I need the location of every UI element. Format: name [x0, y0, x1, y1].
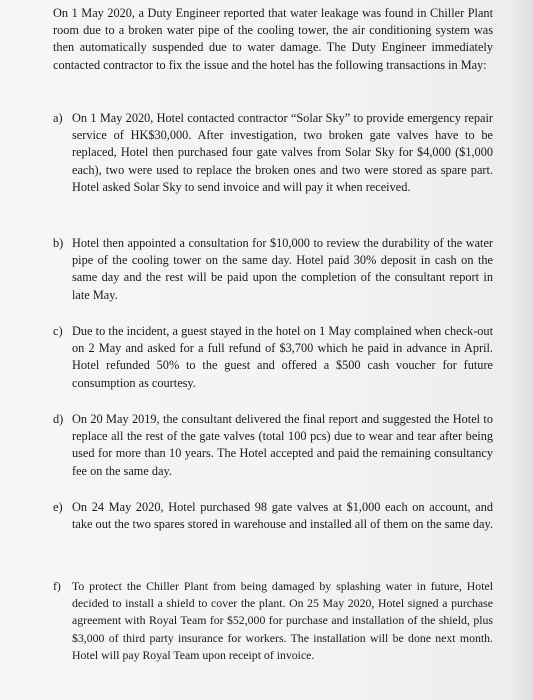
list-item-text: On 24 May 2020, Hotel purchased 98 gate valves at $1,000 each on account, and take out the two spares stored in warehouse and installed all of them on the same day.	[72, 500, 493, 532]
list-item-text: On 20 May 2019, the consultant delivered the final report and suggested the Hotel to replace all the rest of the gate valves (total 100 pcs) due to wear and tear after being used for more than 10 years. The Hotel accepted and paid the remaining consultancy fee on the same day.	[72, 412, 493, 478]
list-item-d	[53, 411, 493, 480]
list-marker: a)	[53, 111, 63, 125]
list-item-text: Hotel then appointed a consultation for $10,000 to review the durability of the water pipe of the cooling tower on the same day. Hotel paid 30% deposit in cash on the same day and the rest will be paid upon the completion of the consultant report in late May.	[72, 236, 493, 302]
list-marker: e)	[53, 500, 63, 514]
list-item-text: On 1 May 2020, Hotel contacted contractor “Solar Sky” to provide emergency repair service of HK$30,000. After investigation, two broken gate valves have to be replaced, Hotel then purchased four gate valves from Solar Sky for $4,000 ($1,000 each), two were used to replace the broken ones and two were stored as spare part. Hotel asked Solar Sky to send invoice and will pay it when received.	[72, 111, 493, 194]
list-item-c	[53, 323, 493, 392]
list-item-text: Due to the incident, a guest stayed in the hotel on 1 May complained when check-out on 2 May and asked for a full refund of $3,700 which he paid in advance in April. Hotel refunded 50% to the guest and offered a $500 cash voucher for future consumption as courtesy.	[72, 324, 493, 390]
list-item-f	[53, 578, 493, 664]
list-marker: d)	[53, 412, 64, 426]
list-item-a	[53, 110, 493, 196]
list-item-b	[53, 235, 493, 304]
page-edge-shadow	[511, 0, 533, 700]
intro-paragraph: On 1 May 2020, a Duty Engineer reported that water leakage was found in Chiller Plant room due to a broken water pipe of the cooling tower, the air conditioning system was then automatically suspended due to water damage. The Duty Engineer immediately contacted contractor to fix the issue and the hotel has the following transactions in May:	[53, 6, 493, 72]
list-item-e	[53, 499, 493, 533]
list-item-text: To protect the Chiller Plant from being damaged by splashing water in future, Hotel decided to install a shield to cover the plant. On 25 May 2020, Hotel signed a purchase agreement with Royal Team for $52,000 for purchase and installation of the shield, plus $3,000 of third party insurance for workers. The installation will be done next month. Hotel will pay Royal Team upon receipt of invoice.	[72, 579, 493, 662]
list-marker: f)	[53, 579, 61, 593]
list-marker: b)	[53, 236, 64, 250]
list-marker: c)	[53, 324, 63, 338]
